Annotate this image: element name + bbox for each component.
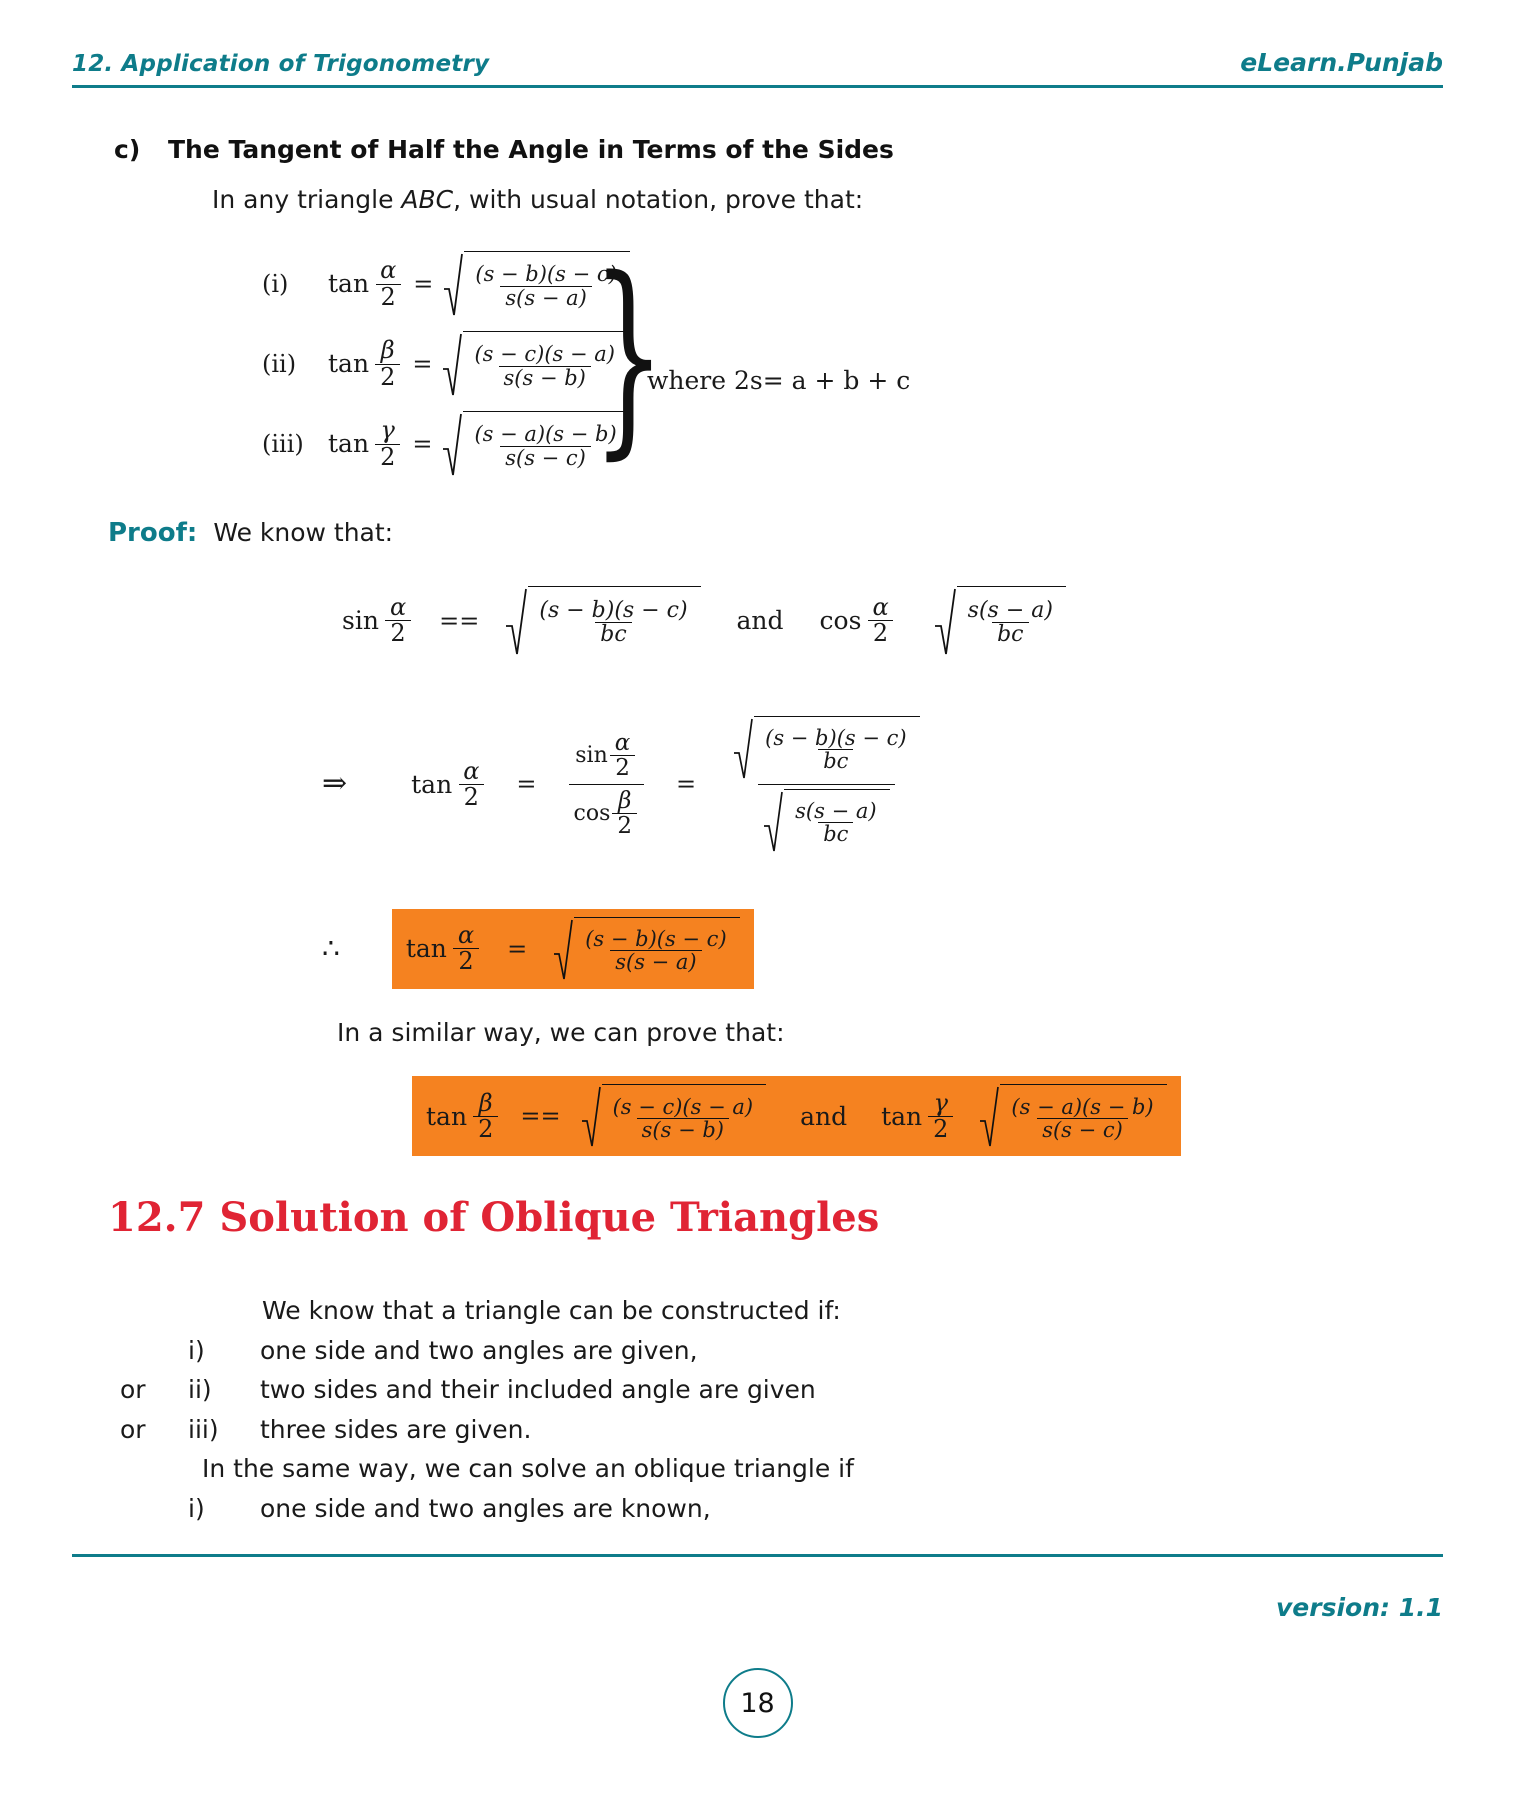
formula-angle-num-iii: γ (380, 416, 395, 445)
cos-angle-num: α (872, 593, 889, 622)
sin-angle-frac (385, 595, 411, 646)
formula-angle-den-iii: 2 (375, 444, 400, 470)
big-top-frac (760, 727, 911, 772)
list-item (72, 1331, 1443, 1371)
section-c-lead (72, 182, 1443, 218)
radical-icon (934, 586, 956, 656)
where-note: where 2s= a + b + c (647, 366, 911, 395)
group-brace-icon: } (592, 233, 666, 478)
big-top-den: bc (818, 749, 853, 772)
similar-left-angle-den: 2 (473, 1116, 498, 1142)
similar-right-frac (1006, 1096, 1158, 1141)
big-ratio-top (728, 716, 924, 784)
formula-equals-iii: = (412, 429, 433, 458)
result-angle-num: α (457, 921, 475, 950)
section-c-letter: c) (114, 135, 141, 164)
result-frac (580, 928, 731, 973)
ratio-bot-fn: cos (573, 801, 611, 826)
tan-fn-2: tan (411, 769, 453, 799)
formula-angle-den-i: 2 (376, 284, 401, 310)
therefore-icon: ∴ (322, 932, 340, 966)
ratio-top-num: α (614, 729, 631, 756)
ratio-top-den: 2 (610, 755, 635, 780)
radicand-den-iii: s(s − c) (500, 446, 591, 469)
sin-radicand-frac (534, 599, 692, 646)
version-label: version: 1.1 (1276, 1593, 1443, 1622)
formula-fn-iii: tan (328, 429, 370, 459)
formula-row-i (262, 251, 1443, 317)
big-top-radicand (754, 716, 919, 780)
list-item-number: i) (188, 1493, 205, 1523)
result-angle-frac (453, 923, 479, 974)
similar-left-frac (608, 1096, 759, 1141)
proof-result-row (72, 909, 1443, 989)
page-header (72, 0, 1443, 88)
ratio-bot-den: 2 (612, 813, 637, 838)
formula-angle-num-ii: β (380, 336, 395, 365)
radical-icon (553, 917, 573, 981)
big-bot-num: s(s − a) (795, 799, 877, 824)
result-equals: = (507, 934, 528, 963)
result-angle-den: 2 (453, 948, 478, 974)
cos-angle-frac (867, 595, 893, 646)
ratio-bot-frac (612, 789, 637, 838)
ratio-bot-num: β (618, 787, 632, 814)
big-top-sqrt (733, 716, 919, 780)
similar-right-num: (s − a)(s − b) (1011, 1094, 1154, 1119)
formula-equals-i: = (413, 269, 434, 298)
radicand-num-i: (s − b)(s − c) (475, 262, 617, 287)
second-intro: In the same way, we can solve an oblique triangle if (202, 1454, 854, 1484)
similar-results-row (72, 1076, 1443, 1156)
similar-left-sqrt (581, 1084, 767, 1148)
result-num: (s − b)(s − c) (585, 927, 727, 952)
formula-equals-ii: = (412, 349, 433, 378)
radicand-num-iii: (s − a)(s − b) (474, 422, 617, 447)
list-item-text: one side and two angles are known, (260, 1493, 711, 1523)
list-item-text: one side and two angles are given, (260, 1335, 698, 1365)
big-ratio-bottom (758, 784, 894, 853)
big-bot-sqrt (763, 789, 889, 853)
tan-angle-frac-2 (458, 756, 484, 811)
radical-icon (442, 331, 462, 397)
formula-angle-frac-iii (375, 418, 400, 469)
result-radicand (574, 917, 739, 981)
footer-divider (72, 1554, 1443, 1557)
formula-angle-frac-ii (375, 338, 400, 389)
cos-fn: cos (819, 606, 862, 636)
sin-angle-den: 2 (385, 620, 410, 646)
formula-angle-den-ii: 2 (375, 364, 400, 390)
ratio-top (570, 731, 642, 784)
section-c-title-row (72, 132, 1443, 168)
radical-icon (763, 789, 783, 853)
similar-right-fn: tan (881, 1101, 923, 1131)
list-item-or: or (120, 1414, 146, 1444)
list-item-or: or (120, 1375, 146, 1405)
cos-radicand-frac (963, 599, 1058, 646)
result-den: s(s − a) (610, 950, 701, 973)
page-number-badge (723, 1668, 793, 1738)
similar-left-den: s(s − b) (637, 1118, 729, 1141)
similar-right-radicand (1000, 1084, 1166, 1148)
big-top-num: (s − b)(s − c) (765, 726, 907, 751)
proof-label: Proof: (108, 518, 198, 548)
section-c-heading: The Tangent of Half the Angle in Terms of the Sides (168, 135, 894, 164)
similar-left-equals: == (520, 1102, 561, 1131)
radicand-den-ii: s(s − b) (499, 366, 591, 389)
similar-highlight-box (412, 1076, 1181, 1156)
half-angle-formula-group (72, 233, 1443, 478)
line1-and: and (736, 606, 784, 636)
sin-radicand (528, 586, 700, 656)
implies-icon: ⇒ (322, 766, 348, 802)
sin-equals: == (439, 606, 480, 635)
big-bot-frac (790, 800, 881, 845)
lead-triangle-label: ABC (401, 184, 454, 214)
similar-right-sqrt (979, 1084, 1166, 1148)
similar-right-angle-frac (928, 1088, 953, 1143)
similar-right-angle-den: 2 (928, 1116, 953, 1142)
proof-line-2 (72, 716, 1443, 853)
page-number: 18 (740, 1687, 775, 1719)
formula-fn-ii: tan (328, 349, 370, 379)
equals-2a: = (516, 770, 537, 799)
radicand-num-ii: (s − c)(s − a) (474, 342, 615, 367)
tan-angle-den-2: 2 (459, 784, 484, 810)
formula-angle-num-i: α (380, 256, 397, 285)
similar-right-angle-num: γ (933, 1088, 948, 1117)
formula-angle-frac-i (375, 258, 401, 309)
header-brand: eLearn.Punjab (1240, 48, 1443, 77)
sin-over-cos (569, 731, 645, 839)
formula-fn-i: tan (328, 269, 370, 299)
big-ratio (728, 716, 924, 853)
cos-radicand-num: s(s − a) (967, 598, 1053, 624)
result-sqrt (553, 917, 739, 981)
list-item-number: iii) (188, 1414, 219, 1444)
list-item (72, 1370, 1443, 1410)
radical-icon (581, 1084, 601, 1148)
similar-left-num: (s − c)(s − a) (612, 1094, 754, 1119)
radical-icon (505, 586, 527, 656)
sin-angle-num: α (389, 593, 407, 622)
formula-number-i: (i) (262, 269, 289, 298)
cos-angle-den: 2 (868, 620, 893, 646)
formula-number-iii: (iii) (262, 429, 304, 458)
proof-line-1 (72, 586, 1443, 656)
list-item-number: i) (188, 1335, 205, 1365)
result-highlight-box (392, 909, 754, 989)
radical-icon (733, 716, 753, 780)
similar-right-den: s(s − c) (1037, 1118, 1128, 1141)
sin-radicand-num: (s − b)(s − c) (539, 598, 688, 624)
sin-fn: sin (342, 606, 379, 636)
oblique-triangle-list (72, 1291, 1443, 1528)
list-intro: We know that a triangle can be constructed if: (262, 1296, 841, 1326)
sin-sqrt (505, 586, 700, 656)
radicand-den-i: s(s − a) (500, 286, 591, 309)
radical-icon (979, 1084, 999, 1148)
proof-row (72, 515, 1443, 552)
result-fn: tan (405, 934, 447, 964)
list-item-number: ii) (188, 1375, 212, 1405)
list-item (72, 1489, 1443, 1529)
formula-row-iii (262, 411, 1443, 477)
similar-and: and (800, 1101, 848, 1131)
proof-text: We know that: (213, 518, 394, 547)
cos-radicand (957, 586, 1066, 656)
lead-pre: In any triangle (212, 184, 402, 214)
cos-sqrt (934, 586, 1066, 656)
sin-radicand-den: bc (595, 622, 631, 646)
big-bot-radicand (784, 789, 889, 853)
ratio-top-fn: sin (575, 742, 608, 768)
ratio-bottom (569, 784, 645, 838)
similar-left-radicand (602, 1084, 767, 1148)
cos-radicand-den: bc (992, 622, 1028, 646)
radical-icon (443, 251, 463, 317)
big-bot-den: bc (818, 822, 853, 845)
list-item-text: three sides are given. (260, 1414, 532, 1444)
similar-left-angle-num: β (478, 1088, 493, 1117)
lead-post: , with usual notation, prove that: (453, 184, 864, 214)
similar-left-fn: tan (426, 1101, 468, 1131)
section-12-7-heading: 12.7 Solution of Oblique Triangles (108, 1194, 880, 1242)
tan-angle-num-2: α (463, 756, 480, 785)
page-content (72, 88, 1443, 1528)
list-item-text: two sides and their included angle are given (260, 1375, 816, 1405)
ratio-top-frac (610, 731, 636, 780)
formula-number-ii: (ii) (262, 349, 297, 378)
radical-icon (442, 411, 462, 477)
similar-way-text: In a similar way, we can prove that: (337, 1017, 785, 1047)
equals-2b: = (676, 770, 697, 799)
list-item (72, 1410, 1443, 1450)
header-chapter-title: 12. Application of Trigonometry (72, 51, 490, 77)
similar-left-angle-frac (473, 1088, 498, 1143)
